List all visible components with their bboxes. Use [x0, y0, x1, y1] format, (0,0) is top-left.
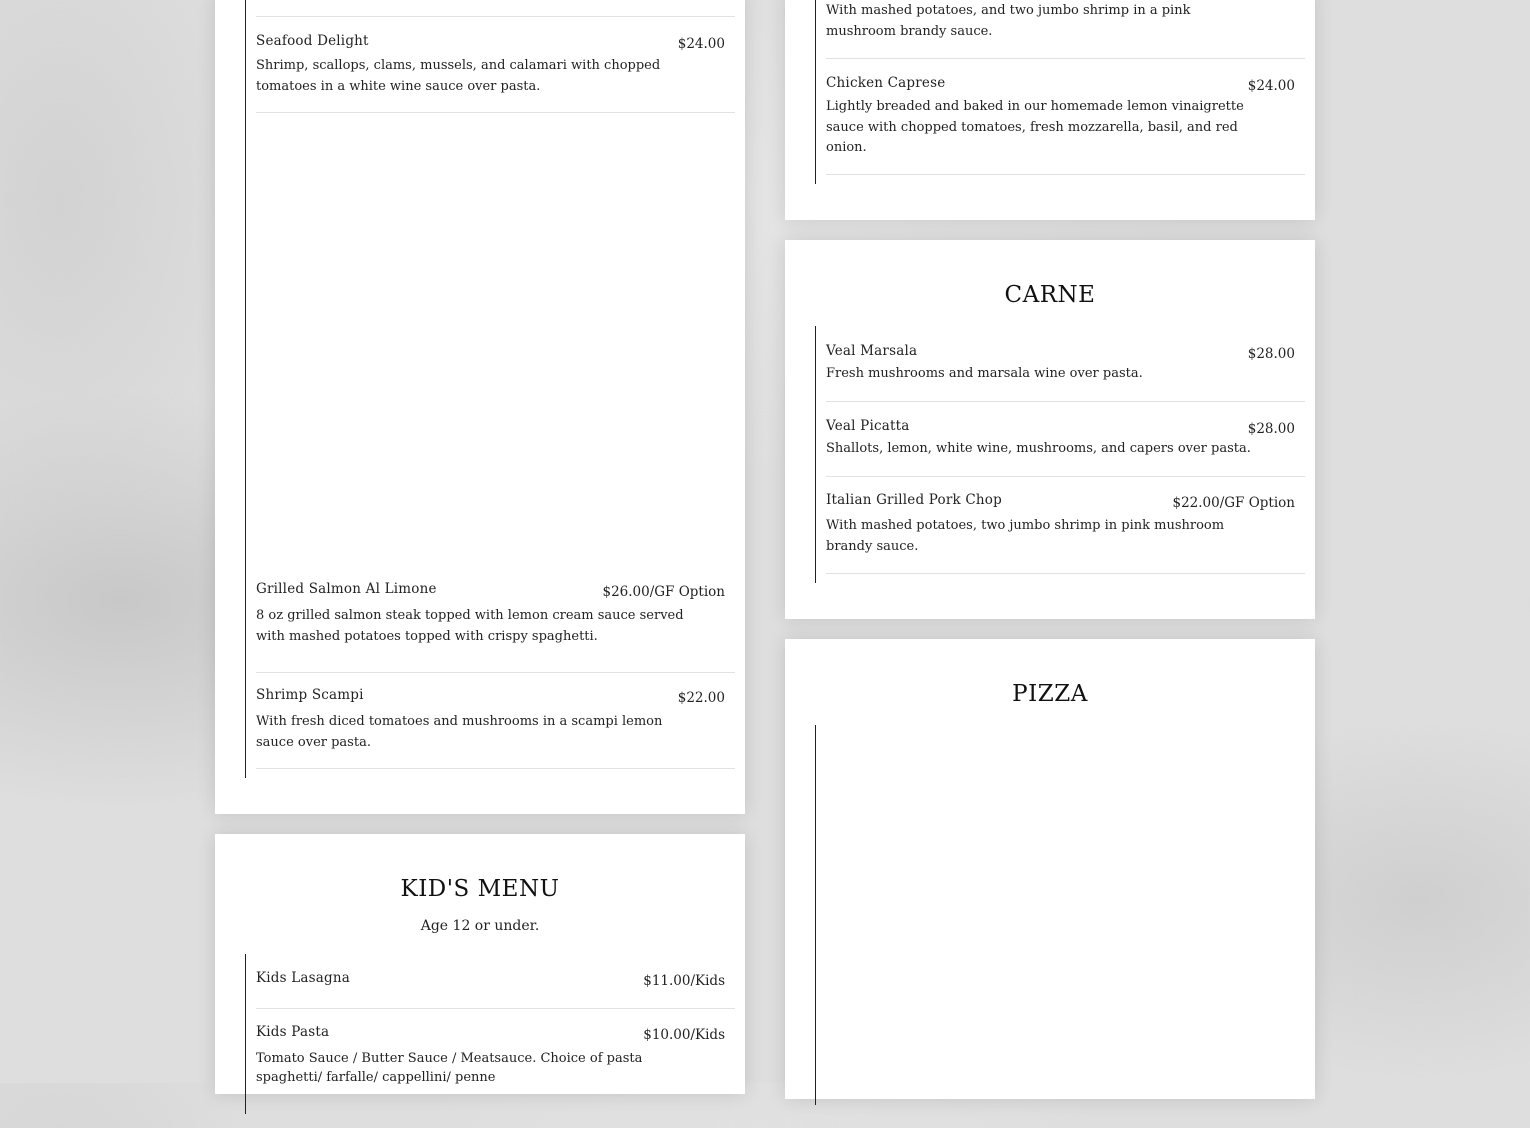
- menu-item-name: Veal Marsala: [826, 343, 918, 359]
- menu-card-carne: [785, 240, 1315, 619]
- section-title: KID'S MENU: [400, 876, 560, 902]
- menu-item-price: $22.00/GF Option: [1172, 495, 1295, 511]
- menu-item-price: $28.00: [1247, 346, 1295, 362]
- menu-item-description: Shrimp, scallops, clams, mussels, and calamari with chopped tomatoes in a white wine sauce over pasta.: [256, 58, 661, 94]
- menu-item-list: [815, 725, 1315, 1105]
- menu-item-price: $28.00: [1247, 421, 1295, 437]
- menu-item-chicken-caprese: [826, 58, 1305, 175]
- menu-item-list: [815, 326, 1315, 583]
- menu-item-kids-pasta: [256, 1008, 735, 1128]
- menu-item-name: Italian Grilled Pork Chop: [826, 492, 1002, 508]
- menu-item-price: $24.00: [1247, 78, 1295, 94]
- menu-item-divider-top: [256, 0, 735, 17]
- menu-card-chicken: [785, 0, 1315, 220]
- menu-item-previous: [826, 0, 1305, 59]
- menu-card-seafood: [215, 0, 745, 814]
- menu-item-kids-lasagna: [256, 954, 735, 1009]
- menu-item-name: Veal Picatta: [826, 418, 910, 434]
- section-title: PIZZA: [1012, 681, 1088, 707]
- menu-item-description: Shallots, lemon, white wine, mushrooms, and capers over pasta.: [826, 441, 1251, 456]
- menu-item-description: 8 oz grilled salmon steak topped with lemon cream sauce served with mashed potatoes topped with crispy spaghetti.: [256, 608, 684, 644]
- section-title: CARNE: [1004, 282, 1096, 308]
- menu-item-name: Shrimp Scampi: [256, 687, 364, 703]
- menu-item-name: Grilled Salmon Al Limone: [256, 581, 437, 597]
- menu-item-name: Kids Lasagna: [256, 970, 351, 986]
- menu-item-grilled-salmon: [256, 580, 735, 673]
- menu-item-description: With mashed potatoes, two jumbo shrimp in pink mushroom brandy sauce.: [826, 518, 1225, 554]
- menu-item-veal-picatta: [826, 401, 1305, 477]
- menu-item-name: Kids Pasta: [256, 1024, 330, 1040]
- menu-item-description: Lightly breaded and baked in our homemade lemon vinaigrette sauce with chopped tomatoes, fresh mozzarella, basil, and red onion.: [826, 99, 1244, 155]
- menu-card-kids: [215, 834, 745, 1094]
- menu-item-price: $26.00/GF Option: [602, 584, 725, 600]
- menu-item-seafood-delight: [256, 16, 735, 113]
- menu-item-italian-grilled-pork-chop: [826, 476, 1305, 574]
- menu-item-list: [245, 954, 745, 1114]
- menu-item-shrimp-scampi: [256, 672, 735, 769]
- menu-item-price: $22.00: [677, 690, 725, 706]
- menu-item-list: [815, 0, 1315, 184]
- menu-item-description: With fresh diced tomatoes and mushrooms in a scampi lemon sauce over pasta.: [256, 714, 663, 750]
- menu-item-description: With mashed potatoes, and two jumbo shrimp in a pink mushroom brandy sauce.: [826, 3, 1191, 39]
- menu-item-name: Seafood Delight: [256, 33, 369, 49]
- section-subtitle: Age 12 or under.: [420, 918, 540, 934]
- menu-item-price: $10.00/Kids: [643, 1027, 725, 1043]
- menu-item-name: Chicken Caprese: [826, 75, 946, 91]
- menu-item-veal-marsala: [826, 326, 1305, 402]
- menu-item-description: Tomato Sauce / Butter Sauce / Meatsauce. Choice of pasta spaghetti/ farfalle/ cappellini/ penne: [256, 1051, 643, 1085]
- menu-item-description: Fresh mushrooms and marsala wine over pasta.: [826, 366, 1143, 381]
- menu-item-price: $11.00/Kids: [643, 973, 725, 989]
- menu-item-list: [245, 0, 745, 778]
- menu-card-pizza: [785, 639, 1315, 1099]
- menu-item-price: $24.00: [677, 36, 725, 52]
